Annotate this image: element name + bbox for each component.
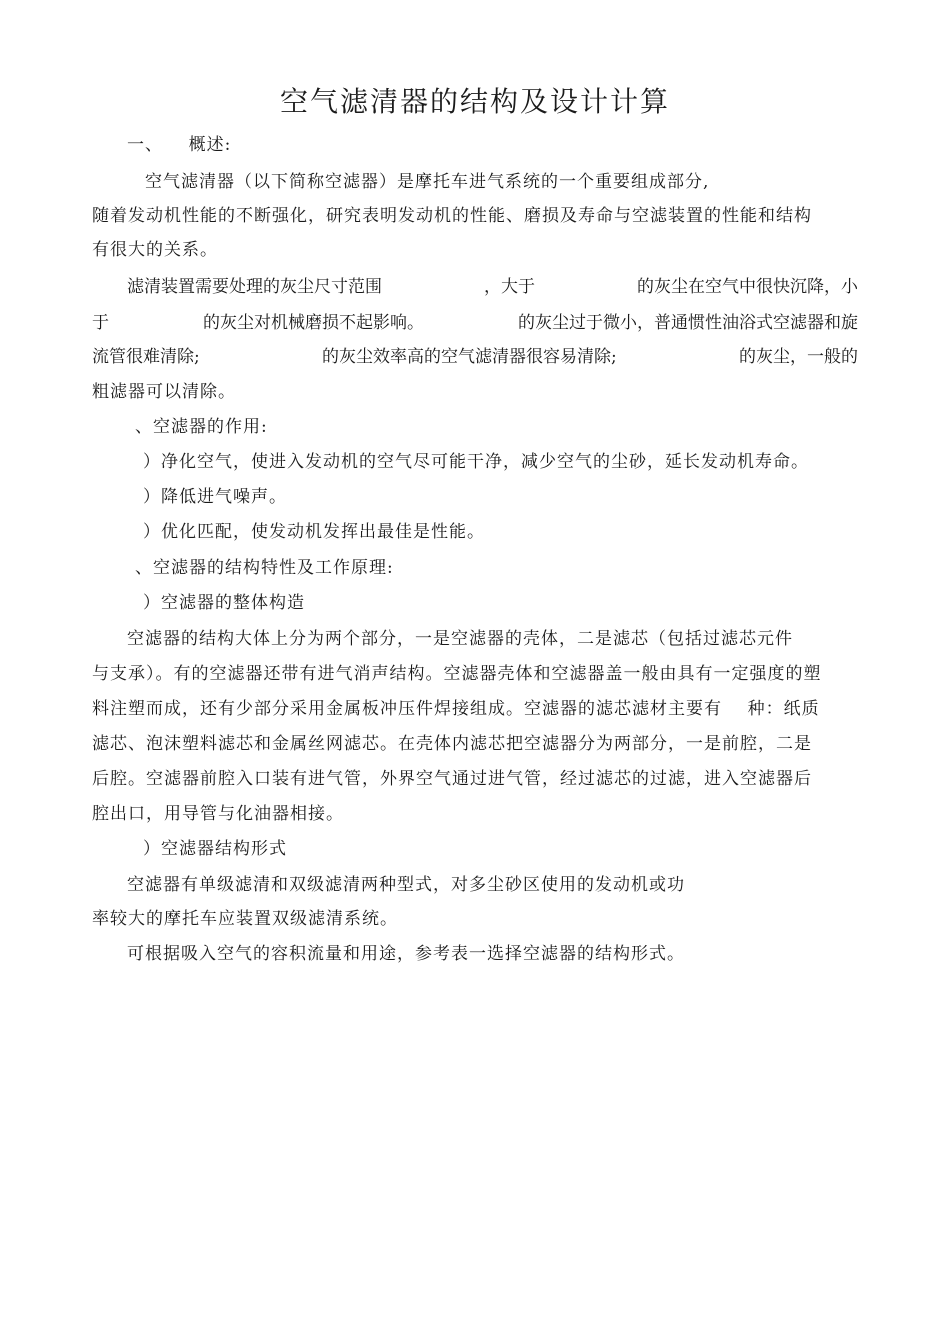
- structure-paragraph-line: 滤芯、泡沫塑料滤芯和金属丝网滤芯。在壳体内滤芯把空滤器分为两部分，一是前腔，二是: [92, 734, 812, 754]
- role-item-1: ）净化空气，使进入发动机的空气尽可能干净，减少空气的尘砂，延长发动机寿命。: [143, 452, 809, 472]
- intro-line-3: 有很大的关系。: [92, 240, 218, 260]
- dust-line-4: 粗滤器可以清除。: [92, 382, 236, 402]
- section-heading-structure: 、空滤器的结构特性及工作原理:: [135, 558, 394, 578]
- form-paragraph-line: 空滤器有单级滤清和双级滤清两种型式，对多尘砂区使用的发动机或功: [127, 875, 685, 895]
- structure-paragraph-line: 与支承）。有的空滤器还带有进气消声结构。空滤器壳体和空滤器盖一般由具有一定强度的塑: [92, 664, 822, 684]
- structure-paragraph-line: 料注塑而成，还有少部分采用金属板冲压件焊接组成。空滤器的滤芯滤材主要有 种：纸质: [92, 699, 820, 719]
- document-title: 空气滤清器的结构及设计计算: [279, 85, 670, 118]
- subheading-overall-structure: ）空滤器的整体构造: [143, 593, 305, 613]
- subheading-structure-form: ）空滤器结构形式: [143, 839, 287, 859]
- role-item-2: ）降低进气噪声。: [143, 487, 287, 507]
- structure-paragraph-line: 后腔。空滤器前腔入口装有进气管，外界空气通过进气管，经过滤芯的过滤，进入空滤器后: [92, 769, 812, 789]
- dust-line-1: [127, 275, 858, 299]
- dust-line-3: [92, 345, 858, 369]
- dust-text: 的灰尘过于微小，普通惯性油浴式空滤器和旋: [518, 313, 858, 333]
- structure-paragraph-line: 腔出口，用导管与化油器相接。: [92, 804, 344, 824]
- role-item-3: ）优化匹配，使发动机发挥出最佳是性能。: [143, 522, 485, 542]
- form-paragraph-line: 可根据吸入空气的容积流量和用途，参考表一选择空滤器的结构形式。: [127, 944, 685, 964]
- dust-text: 于: [92, 313, 109, 333]
- dust-line-2: [92, 311, 858, 335]
- dust-text: 的灰尘对机械磨损不起影响。: [203, 313, 424, 333]
- dust-text: ，大于: [484, 277, 535, 297]
- intro-line-2: 随着发动机性能的不断强化，研究表明发动机的性能、磨损及寿命与空滤装置的性能和结构: [92, 206, 812, 226]
- section-heading-overview: 一、 概述:: [127, 135, 232, 155]
- structure-paragraph-line: 空滤器的结构大体上分为两个部分，一是空滤器的壳体，二是滤芯（包括过滤芯元件: [127, 629, 793, 649]
- section-heading-role: 、空滤器的作用:: [135, 417, 268, 437]
- dust-text: 流管很难清除;: [92, 347, 200, 367]
- dust-text: 滤清装置需要处理的灰尘尺寸范围: [127, 277, 382, 297]
- form-paragraph-line: 率较大的摩托车应装置双级滤清系统。: [92, 909, 398, 929]
- intro-line-1: 空气滤清器（以下简称空滤器）是摩托车进气系统的一个重要组成部分,: [145, 172, 710, 192]
- dust-text: 的灰尘，一般的: [739, 347, 858, 367]
- dust-text: 的灰尘在空气中很快沉降，小: [637, 277, 858, 297]
- dust-text: 的灰尘效率高的空气滤清器很容易清除;: [322, 347, 617, 367]
